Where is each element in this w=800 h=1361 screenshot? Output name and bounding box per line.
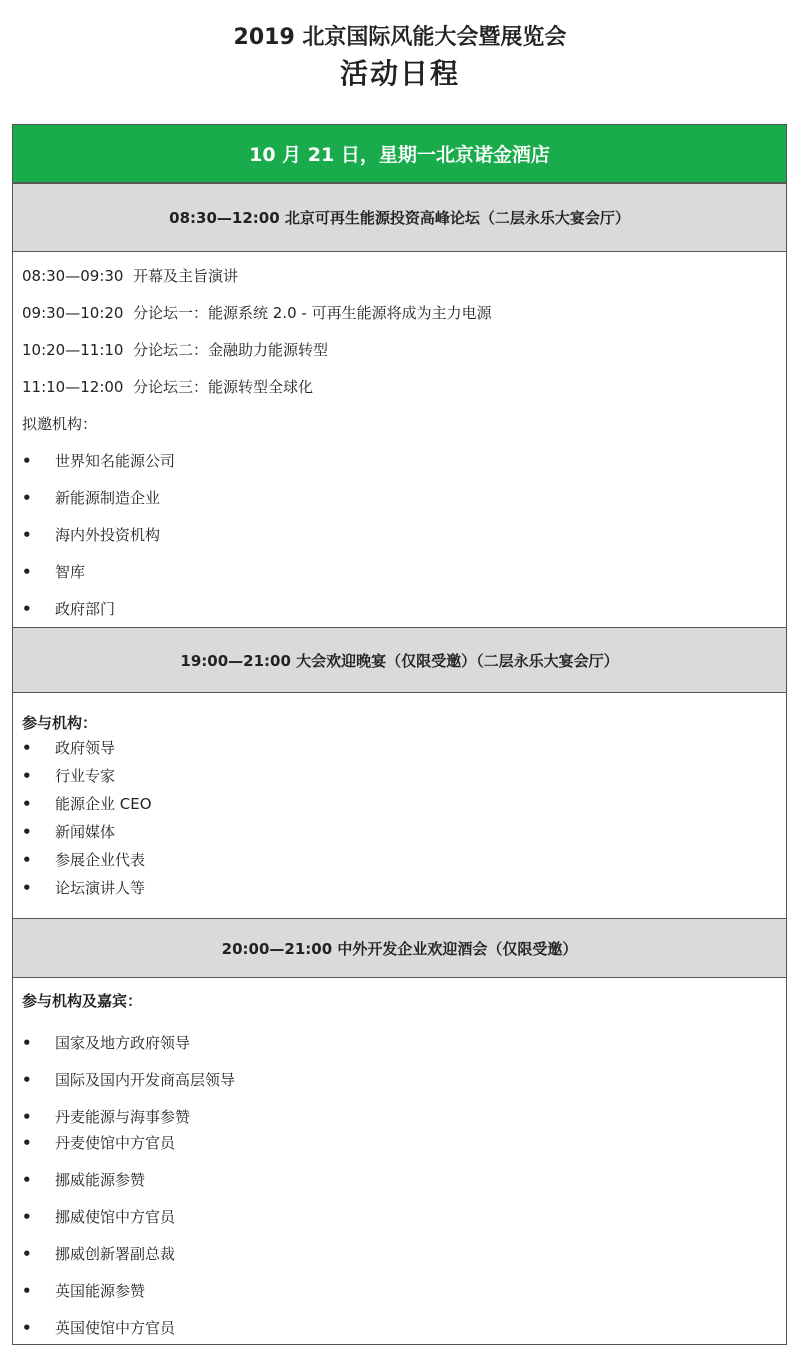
list-item: • 新能源制造企业 — [22, 489, 161, 507]
bullet-icon: • — [22, 600, 32, 618]
bullet-icon: • — [22, 489, 32, 507]
agenda-row — [22, 339, 328, 360]
bullet-icon: • — [22, 452, 32, 470]
agenda-row — [22, 302, 492, 323]
list-item: • 英国能源参赞 — [22, 1282, 146, 1300]
list-item: • 挪威能源参赞 — [22, 1171, 146, 1189]
bullet-icon: • — [22, 1034, 32, 1052]
agenda-time: 10:20—11:10 — [22, 341, 124, 359]
agenda-item: 开幕及主旨演讲 — [133, 267, 239, 285]
list-item: • 智库 — [22, 563, 86, 581]
list-item: • 政府部门 — [22, 600, 116, 618]
list-item: • 世界知名能源公司 — [22, 452, 176, 470]
agenda-item: 分论坛三：能源转型全球化 — [133, 378, 314, 396]
bullet-icon: • — [22, 563, 32, 581]
bullet-icon: • — [22, 1208, 32, 1226]
agenda-row — [22, 376, 313, 397]
bullet-icon: • — [22, 1319, 32, 1337]
list-item: • 挪威创新署副总裁 — [22, 1245, 176, 1263]
bullet-icon: • — [22, 1071, 32, 1089]
participants-label: 参与机构： — [22, 714, 98, 732]
bullet-icon: • — [22, 767, 32, 785]
bullet-icon: • — [22, 1108, 32, 1126]
list-item: • 国家及地方政府领导 — [22, 1034, 191, 1052]
list-item: • 挪威使馆中方官员 — [22, 1208, 176, 1226]
agenda-item: 分论坛二：金融助力能源转型 — [133, 341, 329, 359]
day-banner: 10 月 21 日，星期一北京诺金酒店 — [13, 125, 786, 183]
session1-heading: 08:30—12:00 北京可再生能源投资高峰论坛（二层永乐大宴会厅） — [13, 183, 786, 252]
bullet-icon: • — [22, 1245, 32, 1263]
invited-label: 拟邀机构： — [22, 415, 98, 433]
agenda-time: 11:10—12:00 — [22, 378, 124, 396]
agenda-item: 分论坛一：能源系统 2.0 - 可再生能源将成为主力电源 — [133, 304, 492, 322]
list-item: • 国际及国内开发商高层领导 — [22, 1071, 236, 1089]
list-item: • 英国使馆中方官员 — [22, 1319, 176, 1337]
bullet-icon: • — [22, 526, 32, 544]
list-item: • 行业专家 — [22, 767, 116, 785]
agenda-time: 08:30—09:30 — [22, 267, 124, 285]
schedule-table — [12, 124, 787, 1345]
list-item: • 丹麦使馆中方官员 — [22, 1134, 176, 1152]
list-item: • 论坛演讲人等 — [22, 879, 146, 897]
list-item: • 政府领导 — [22, 739, 116, 757]
agenda-row — [22, 265, 238, 286]
list-item: • 能源企业 CEO — [22, 795, 152, 813]
agenda-time: 09:30—10:20 — [22, 304, 124, 322]
page-title: 2019 北京国际风能大会暨展览会 — [233, 25, 567, 50]
bullet-icon: • — [22, 1134, 32, 1152]
bullet-icon: • — [22, 1282, 32, 1300]
list-item: • 海内外投资机构 — [22, 526, 161, 544]
list-item: • 新闻媒体 — [22, 823, 116, 841]
bullet-icon: • — [22, 823, 32, 841]
session2-heading: 19:00—21:00 大会欢迎晚宴（仅限受邀）（二层永乐大宴会厅） — [13, 627, 786, 693]
bullet-icon: • — [22, 879, 32, 897]
bullet-icon: • — [22, 851, 32, 869]
list-item: • 丹麦能源与海事参赞 — [22, 1108, 191, 1126]
participants-label: 参与机构及嘉宾： — [22, 992, 143, 1010]
bullet-icon: • — [22, 1171, 32, 1189]
page-subtitle: 活动日程 — [339, 57, 460, 90]
bullet-icon: • — [22, 795, 32, 813]
list-item: • 参展企业代表 — [22, 851, 146, 869]
session3-heading: 20:00—21:00 中外开发企业欢迎酒会（仅限受邀） — [13, 918, 786, 978]
bullet-icon: • — [22, 739, 32, 757]
